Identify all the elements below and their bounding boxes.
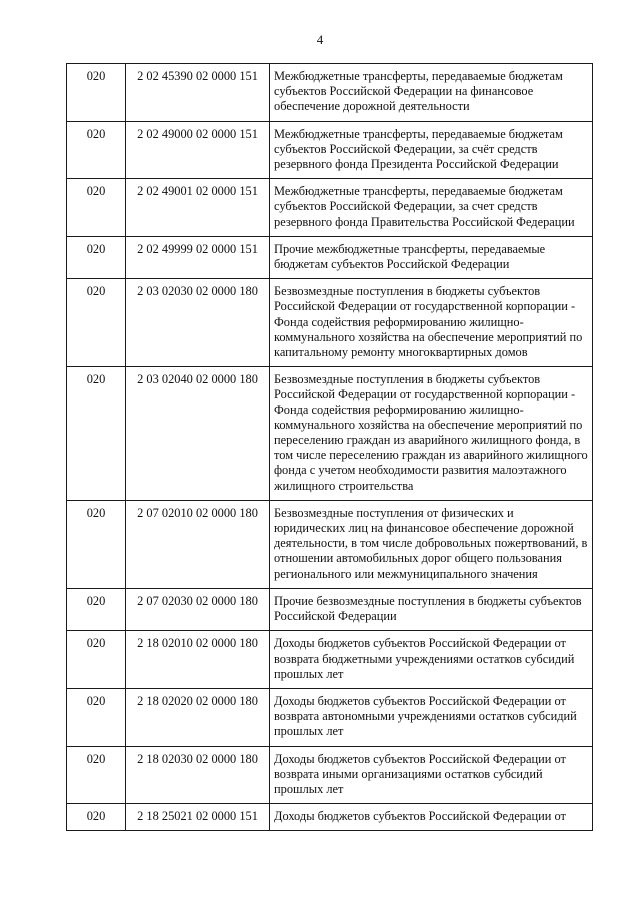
revenue-name-cell: Доходы бюджетов субъектов Российской Федерации от (269, 803, 593, 831)
budget-codes-table (66, 63, 593, 831)
admin-code-cell: 020 (66, 278, 125, 366)
admin-code-cell: 020 (66, 500, 125, 588)
admin-code-cell: 020 (66, 178, 125, 236)
admin-code-cell: 020 (66, 366, 125, 500)
table-row (66, 178, 593, 236)
revenue-name-cell: Доходы бюджетов субъектов Российской Федерации от возврата бюджетными учреждениями остатков субсидий прошлых лет (269, 630, 593, 688)
revenue-name-cell: Доходы бюджетов субъектов Российской Федерации от возврата иными организациями остатков субсидий прошлых лет (269, 746, 593, 804)
table-row (66, 688, 593, 746)
revenue-name-cell: Безвозмездные поступления в бюджеты субъектов Российской Федерации от государственной корпорации - Фонда содействия реформированию жилищно-коммунального хозяйства на обеспечение мероприятий по капитальному ремонту многоквартирных домов (269, 278, 593, 366)
page-number: 4 (316, 32, 324, 47)
table-row (66, 803, 593, 831)
table-row (66, 366, 593, 500)
budget-code-cell: 2 03 02030 02 0000 180 (125, 278, 269, 366)
budget-code-cell: 2 02 49001 02 0000 151 (125, 178, 269, 236)
table-row (66, 63, 593, 121)
revenue-name-cell: Межбюджетные трансферты, передаваемые бюджетам субъектов Российской Федерации, за счёт средств резервного фонда Президента Российской Федерации (269, 121, 593, 179)
revenue-name-cell: Межбюджетные трансферты, передаваемые бюджетам субъектов Российской Федерации на финансовое обеспечение дорожной деятельности (269, 63, 593, 121)
revenue-name-cell: Безвозмездные поступления от физических и юридических лиц на финансовое обеспечение дорожной деятельности, в том числе добровольных пожертвований, в отношении автомобильных дорог общего пользования регионального или межмуниципального значения (269, 500, 593, 588)
table-row (66, 121, 593, 179)
admin-code-cell: 020 (66, 588, 125, 630)
table-row (66, 588, 593, 630)
table-row (66, 500, 593, 588)
admin-code-cell: 020 (66, 630, 125, 688)
budget-code-cell: 2 18 02010 02 0000 180 (125, 630, 269, 688)
admin-code-cell: 020 (66, 236, 125, 278)
budget-code-cell: 2 18 02020 02 0000 180 (125, 688, 269, 746)
budget-code-cell: 2 18 25021 02 0000 151 (125, 803, 269, 831)
table-row (66, 630, 593, 688)
revenue-name-cell: Прочие безвозмездные поступления в бюджеты субъектов Российской Федерации (269, 588, 593, 630)
revenue-name-cell: Доходы бюджетов субъектов Российской Федерации от возврата автономными учреждениями остатков субсидий прошлых лет (269, 688, 593, 746)
revenue-name-cell: Межбюджетные трансферты, передаваемые бюджетам субъектов Российской Федерации, за счет средств резервного фонда Правительства Российской Федерации (269, 178, 593, 236)
admin-code-cell: 020 (66, 688, 125, 746)
budget-code-cell: 2 02 49999 02 0000 151 (125, 236, 269, 278)
admin-code-cell: 020 (66, 63, 125, 121)
budget-code-cell: 2 07 02030 02 0000 180 (125, 588, 269, 630)
budget-code-cell: 2 02 45390 02 0000 151 (125, 63, 269, 121)
admin-code-cell: 020 (66, 803, 125, 831)
budget-code-cell: 2 02 49000 02 0000 151 (125, 121, 269, 179)
table-row (66, 278, 593, 366)
revenue-name-cell: Безвозмездные поступления в бюджеты субъектов Российской Федерации от государственной корпорации - Фонда содействия реформированию жилищно-коммунального хозяйства на обеспечение мероприятий по переселению граждан из аварийного жилищного фонда, в том числе переселению граждан из аварийного жилищного фонда с учетом необходимости развития малоэтажного жилищного строительства (269, 366, 593, 500)
budget-code-cell: 2 03 02040 02 0000 180 (125, 366, 269, 500)
revenue-name-cell: Прочие межбюджетные трансферты, передаваемые бюджетам субъектов Российской Федерации (269, 236, 593, 278)
budget-code-cell: 2 18 02030 02 0000 180 (125, 746, 269, 804)
table-row (66, 746, 593, 804)
table-row (66, 236, 593, 278)
admin-code-cell: 020 (66, 746, 125, 804)
budget-code-cell: 2 07 02010 02 0000 180 (125, 500, 269, 588)
admin-code-cell: 020 (66, 121, 125, 179)
